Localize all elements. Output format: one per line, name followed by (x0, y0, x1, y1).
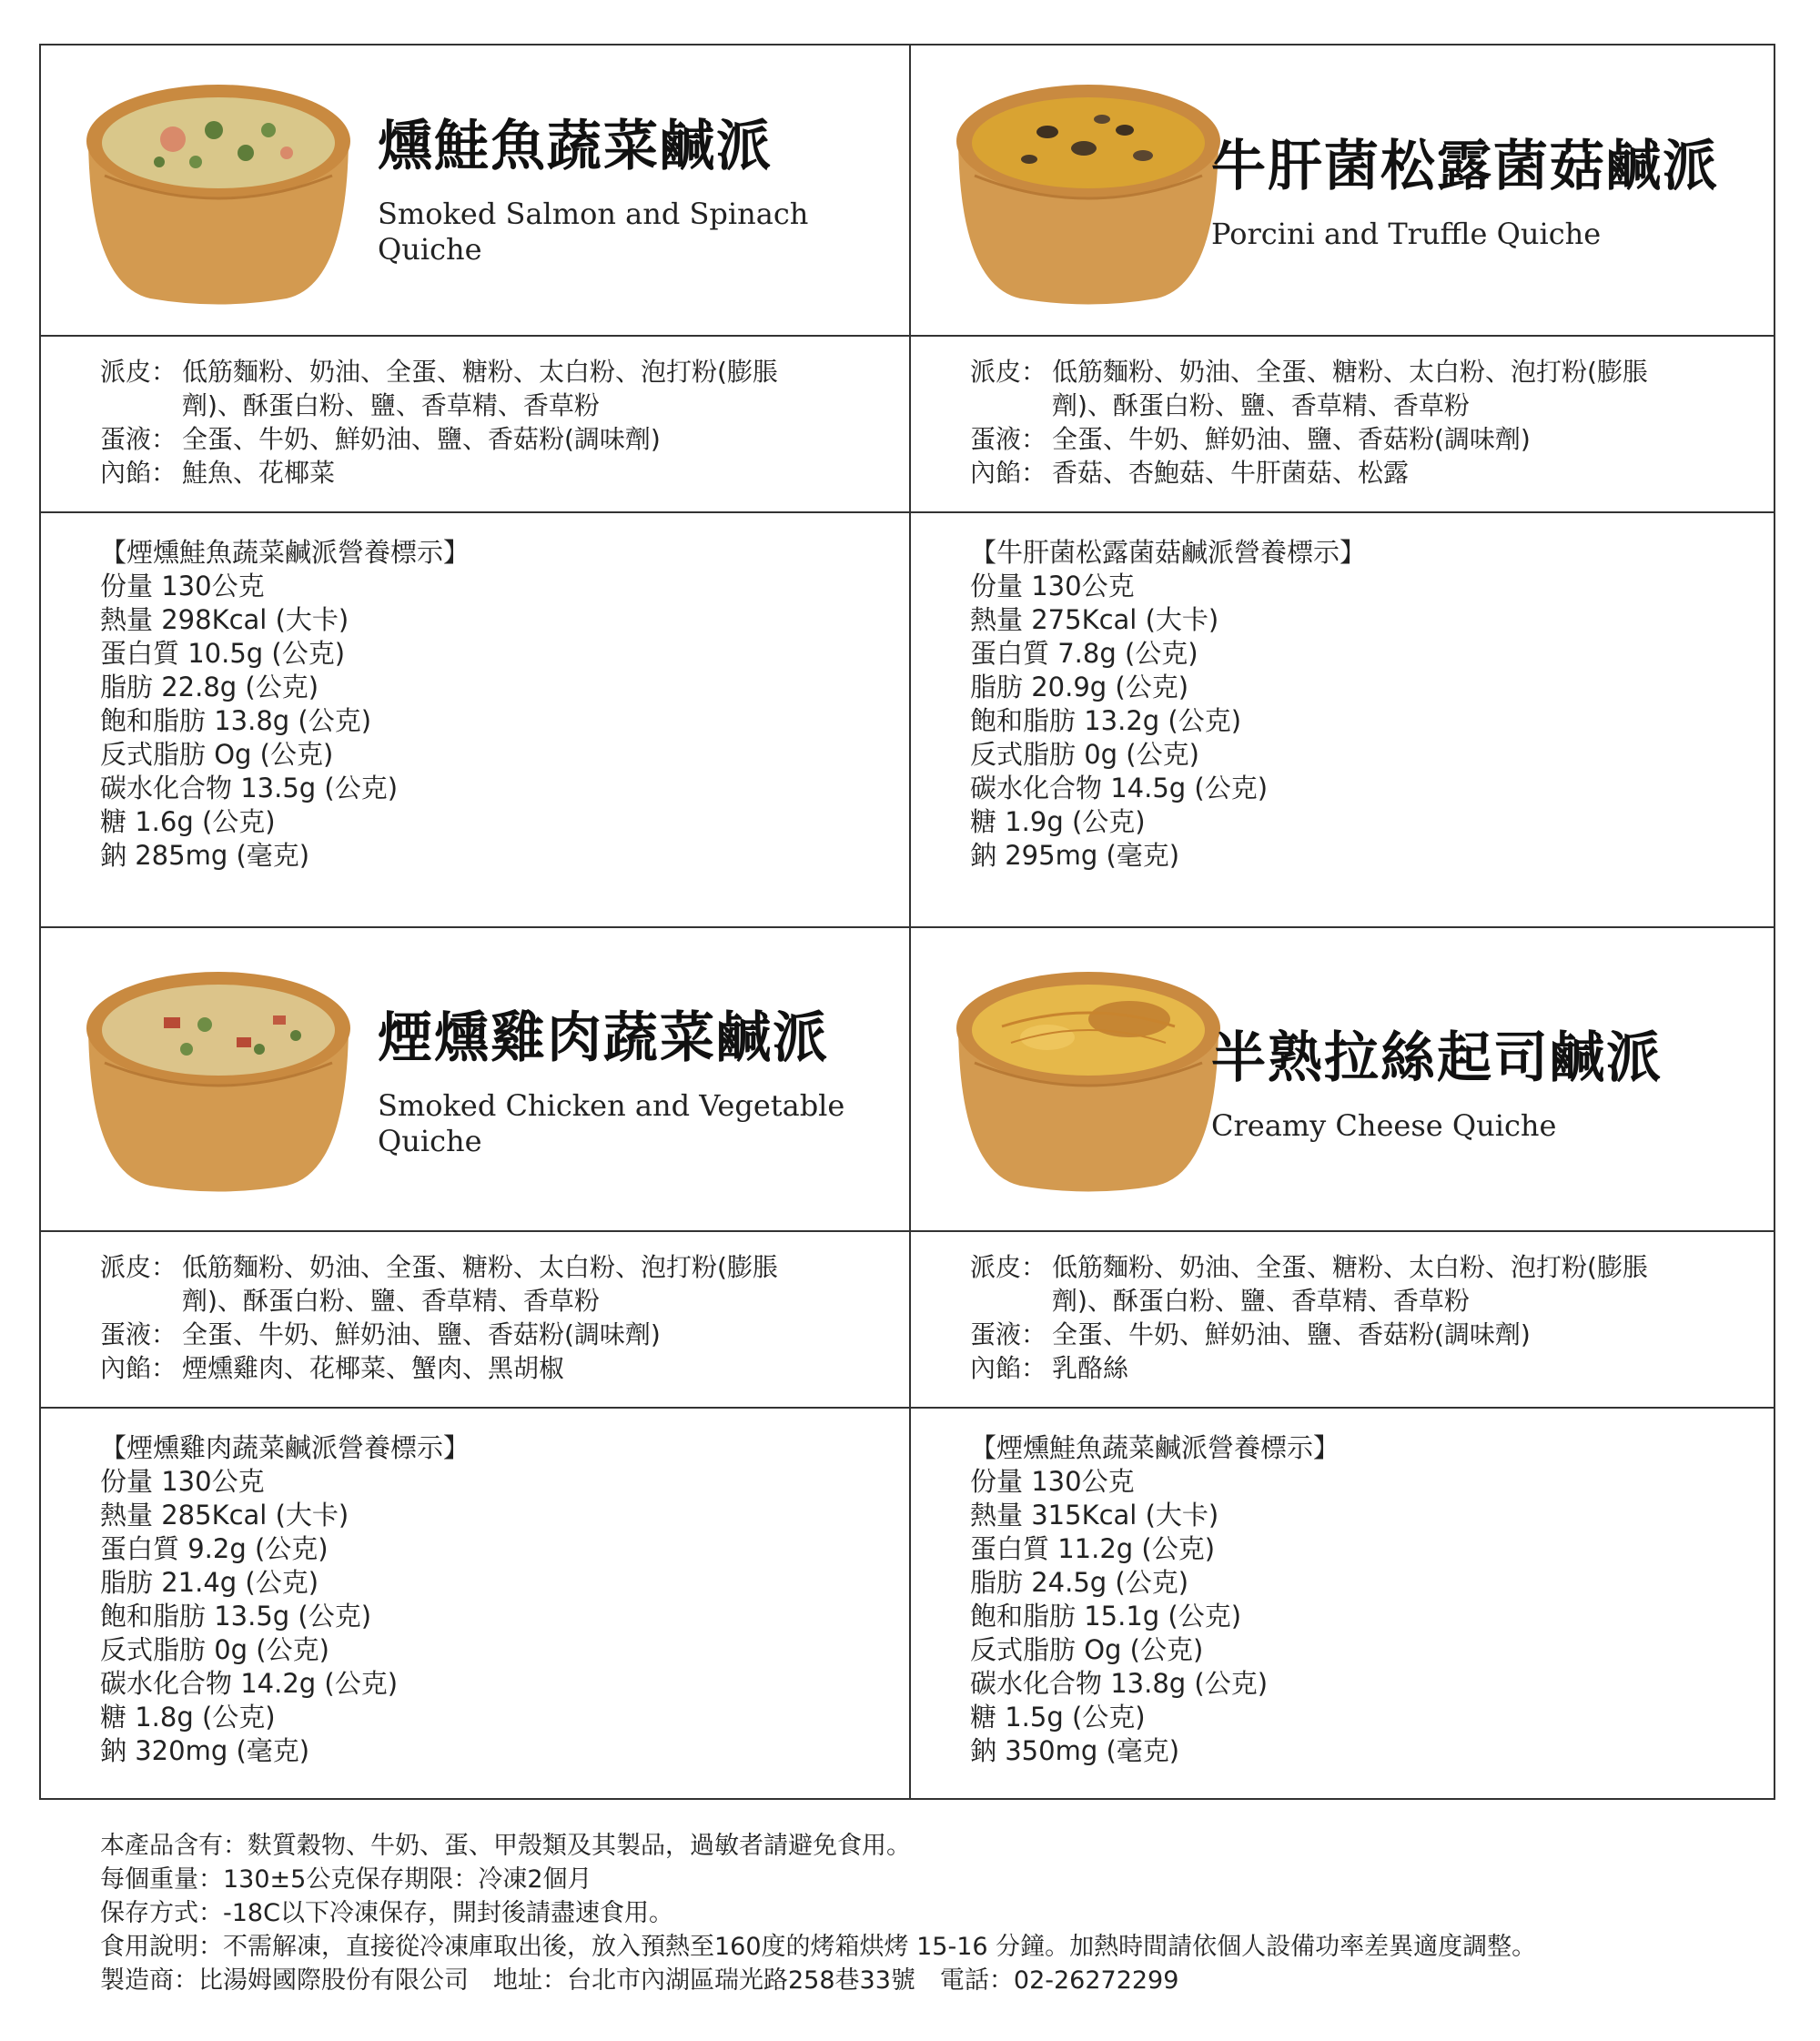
nutrition-row: 飽和脂肪 13.2g (公克) (970, 705, 1242, 736)
nutrition-row: 份量 130公克 (970, 571, 1135, 601)
ingredient-row (100, 422, 819, 456)
ingredients-cell (911, 1232, 1775, 1407)
nutrition-row: 鈉 295mg (毫克) (970, 840, 1180, 871)
nutrition-row: 反式脂肪 0g (公克) (970, 739, 1199, 770)
allergen-note: 本產品含有：麩質穀物、牛奶、蛋、甲殼類及其製品，過敏者請避免食用。 (100, 1832, 911, 1860)
ingredient-text: 低筋麵粉、奶油、全蛋、糖粉、太白粉、泡打粉(膨脹劑)、酥蛋白粉、鹽、香草精、香草粉 (1052, 357, 1648, 420)
ingredient-label: 蛋液： (100, 424, 177, 454)
nutrition-row: 糖 1.5g (公克) (970, 1702, 1146, 1733)
nutrition-cell (911, 1409, 1775, 1800)
title-block (1211, 136, 1757, 252)
ingredients-cell (911, 337, 1775, 511)
product-header (911, 45, 1775, 335)
nutrition-row: 鈉 285mg (毫克) (100, 840, 310, 871)
nutrition-cell (41, 513, 909, 926)
nutrition-row: 脂肪 20.9g (公克) (970, 672, 1189, 702)
ingredient-label: 蛋液： (970, 1319, 1047, 1349)
ingredients-list (970, 355, 1689, 490)
ingredient-text: 乳酪絲 (1052, 1353, 1129, 1383)
storage-note: 保存方式：-18C以下冷凍保存，開封後請盡速食用。 (100, 1899, 673, 1927)
title-block (378, 116, 887, 268)
ingredient-row (970, 422, 1689, 456)
ingredient-text: 煙燻雞肉、花椰菜、蟹肉、黑胡椒 (182, 1353, 565, 1383)
nutrition-row: 熱量 285Kcal (大卡) (100, 1500, 349, 1531)
nutrition-row: 碳水化合物 14.2g (公克) (100, 1668, 399, 1699)
product-title-en: Creamy Cheese Quiche (1211, 1108, 1557, 1143)
ingredient-label: 內餡： (970, 458, 1047, 488)
ingredient-row (970, 1250, 1689, 1318)
product-title-en: Porcini and Truffle Quiche (1211, 217, 1602, 251)
product-title-zh: 半熟拉絲起司鹹派 (1211, 1026, 1663, 1090)
ingredient-label: 內餡： (970, 1353, 1047, 1383)
nutrition-row: 飽和脂肪 13.8g (公克) (100, 705, 372, 736)
ingredient-label: 內餡： (100, 458, 177, 488)
ingredient-row (100, 456, 819, 490)
nutrition-row: 蛋白質 7.8g (公克) (970, 638, 1198, 669)
manufacturer-info: 製造商：比湯姆國際股份有限公司 地址：台北市內湖區瑞光路258巷33號 電話：02-26272299 (100, 1966, 1179, 1995)
quiche-creamy-cheese-image (947, 963, 1229, 1195)
nutrition-row: 飽和脂肪 13.5g (公克) (100, 1601, 372, 1632)
ingredient-row (970, 1318, 1689, 1351)
product-title-zh: 燻鮭魚蔬菜鹹派 (378, 115, 773, 178)
ingredients-list (970, 1250, 1689, 1385)
quiche-porcini-truffle-image (947, 76, 1229, 308)
nutrition-facts (100, 536, 470, 873)
nutrition-row: 蛋白質 10.5g (公克) (100, 638, 346, 669)
nutrition-row: 脂肪 24.5g (公克) (970, 1567, 1189, 1598)
product-table (39, 44, 1775, 1800)
nutrition-row: 熱量 298Kcal (大卡) (100, 604, 349, 635)
ingredient-row (100, 355, 819, 422)
usage-instructions: 食用說明：不需解凍，直接從冷凍庫取出後，放入預熱至160度的烤箱烘烤 15-16 分鐘。加熱時間請依個人設備功率差異適度調整。 (100, 1933, 1537, 1961)
ingredients-list (100, 1250, 819, 1385)
nutrition-title: 【煙燻鮭魚蔬菜鹹派營養標示】 (100, 537, 470, 568)
nutrition-row: 脂肪 21.4g (公克) (100, 1567, 319, 1598)
ingredient-text: 鮭魚、花椰菜 (182, 458, 336, 488)
ingredient-row (970, 456, 1689, 490)
ingredient-label: 蛋液： (100, 1319, 177, 1349)
product-title-en: Smoked Salmon and Spinach Quiche (378, 197, 809, 268)
nutrition-row: 反式脂肪 0g (公克) (100, 1634, 329, 1665)
ingredient-text: 全蛋、牛奶、鮮奶油、鹽、香菇粉(調味劑) (182, 424, 661, 454)
nutrition-title: 【煙燻雞肉蔬菜鹹派營養標示】 (100, 1432, 470, 1463)
ingredients-list (100, 355, 819, 490)
title-block (378, 1008, 887, 1159)
ingredient-label: 派皮： (100, 357, 177, 387)
nutrition-row: 熱量 275Kcal (大卡) (970, 604, 1219, 635)
nutrition-row: 糖 1.6g (公克) (100, 806, 276, 837)
nutrition-row: 糖 1.9g (公克) (970, 806, 1146, 837)
nutrition-row: 糖 1.8g (公克) (100, 1702, 276, 1733)
product-header (911, 928, 1775, 1230)
nutrition-row: 份量 130公克 (100, 1466, 265, 1497)
ingredient-label: 內餡： (100, 1353, 177, 1383)
ingredient-label: 蛋液： (970, 424, 1047, 454)
ingredient-row (970, 1351, 1689, 1385)
product-title-en: Smoked Chicken and Vegetable Quiche (378, 1088, 845, 1159)
ingredients-cell (41, 337, 909, 511)
title-block (1211, 1028, 1757, 1144)
quiche-salmon-spinach-image (77, 76, 359, 308)
nutrition-row: 份量 130公克 (970, 1466, 1135, 1497)
nutrition-row: 反式脂肪 Og (公克) (970, 1634, 1204, 1665)
nutrition-row: 份量 130公克 (100, 571, 265, 601)
nutrition-row: 脂肪 22.8g (公克) (100, 672, 319, 702)
nutrition-title: 【煙燻鮭魚蔬菜鹹派營養標示】 (970, 1432, 1340, 1463)
nutrition-row: 碳水化合物 13.5g (公克) (100, 773, 399, 803)
nutrition-row: 碳水化合物 13.8g (公克) (970, 1668, 1269, 1699)
nutrition-row: 飽和脂肪 15.1g (公克) (970, 1601, 1242, 1632)
nutrition-cell (911, 513, 1775, 926)
product-footer-notes (100, 1829, 1536, 1997)
ingredient-text: 低筋麵粉、奶油、全蛋、糖粉、太白粉、泡打粉(膨脹劑)、酥蛋白粉、鹽、香草精、香草粉 (182, 1252, 778, 1316)
ingredient-text: 全蛋、牛奶、鮮奶油、鹽、香菇粉(調味劑) (182, 1319, 661, 1349)
quiche-chicken-vegetable-image (77, 963, 359, 1195)
ingredient-text: 全蛋、牛奶、鮮奶油、鹽、香菇粉(調味劑) (1052, 1319, 1531, 1349)
product-title-zh: 牛肝菌松露菌菇鹹派 (1211, 135, 1719, 198)
nutrition-facts (100, 1431, 470, 1768)
product-header (41, 928, 909, 1230)
ingredient-row (100, 1250, 819, 1318)
nutrition-row: 蛋白質 9.2g (公克) (100, 1533, 329, 1564)
ingredient-row (100, 1351, 819, 1385)
ingredient-row (970, 355, 1689, 422)
nutrition-row: 反式脂肪 Og (公克) (100, 739, 334, 770)
product-title-zh: 煙燻雞肉蔬菜鹹派 (378, 1006, 829, 1070)
ingredient-text: 全蛋、牛奶、鮮奶油、鹽、香菇粉(調味劑) (1052, 424, 1531, 454)
nutrition-row: 蛋白質 11.2g (公克) (970, 1533, 1216, 1564)
nutrition-facts (970, 1431, 1340, 1768)
product-header (41, 45, 909, 335)
weight-shelf-life-note: 每個重量：130±5公克保存期限：冷凍2個月 (100, 1865, 592, 1894)
nutrition-facts (970, 536, 1366, 873)
ingredients-cell (41, 1232, 909, 1407)
ingredient-label: 派皮： (970, 1252, 1047, 1282)
nutrition-cell (41, 1409, 909, 1800)
ingredient-text: 低筋麵粉、奶油、全蛋、糖粉、太白粉、泡打粉(膨脹劑)、酥蛋白粉、鹽、香草精、香草粉 (1052, 1252, 1648, 1316)
ingredient-label: 派皮： (100, 1252, 177, 1282)
ingredient-text: 香菇、杏鮑菇、牛肝菌菇、松露 (1052, 458, 1410, 488)
nutrition-row: 鈉 350mg (毫克) (970, 1735, 1180, 1766)
ingredient-text: 低筋麵粉、奶油、全蛋、糖粉、太白粉、泡打粉(膨脹劑)、酥蛋白粉、鹽、香草精、香草粉 (182, 357, 778, 420)
ingredient-row (100, 1318, 819, 1351)
nutrition-row: 熱量 315Kcal (大卡) (970, 1500, 1219, 1531)
ingredient-label: 派皮： (970, 357, 1047, 387)
nutrition-row: 鈉 320mg (毫克) (100, 1735, 310, 1766)
nutrition-title: 【牛肝菌松露菌菇鹹派營養標示】 (970, 537, 1367, 568)
nutrition-row: 碳水化合物 14.5g (公克) (970, 773, 1269, 803)
